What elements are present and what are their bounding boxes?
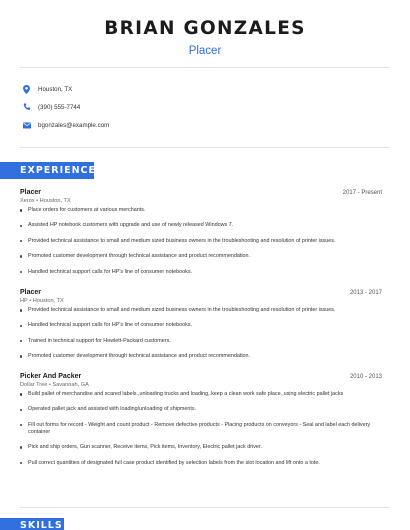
job-employer: Dollar Tree • Savannah, GA	[20, 382, 89, 388]
bullet-item: Pull correct quantities of designated full case product identified by selection labels from the slot location and lift onto a tote.	[20, 460, 382, 467]
contact-divider	[20, 147, 390, 148]
job-title: Placer	[20, 289, 42, 296]
candidate-name: BRIAN GONZALES	[104, 18, 306, 39]
bullet-item: Provided technical assistance to small and medium sized business owners in the troubleshooting and resolution of printer issues.	[20, 307, 382, 314]
bullet-item: Assisted HP notebook customers with upgrade and use of newly released Windows 7.	[20, 222, 382, 229]
bullet-item: Promoted customer development through technical assistance and product recommendation.	[20, 253, 382, 260]
envelope-icon	[22, 121, 31, 130]
bullet-item: Place orders for customers at various merchants.	[20, 207, 382, 214]
job-entry	[20, 189, 382, 284]
job-bullets	[20, 391, 382, 467]
experience-section-title: EXPERIENCE	[0, 162, 94, 179]
candidate-title: Placer	[188, 45, 222, 57]
job-bullets	[20, 207, 382, 276]
bullet-item: Trained in technical support for Hewlett-Packard customers.	[20, 338, 382, 345]
bullet-item: Promoted customer development through technical assistance and product recommendation.	[20, 353, 382, 360]
contact-email	[22, 116, 109, 134]
bullet-item: Fill out forms for record - Weight and count product - Remove defective products - Placing products on conveyors - Seal and label each delivery container	[20, 422, 382, 436]
bullet-item: Operated pallet jack and assisted with loading/unloading of shipments.	[20, 406, 382, 413]
job-employer: Xerox • Houston, TX	[20, 198, 71, 204]
job-entry	[20, 373, 382, 475]
job-entry	[20, 289, 382, 369]
job-bullets	[20, 307, 382, 360]
bullet-item: Provided technical assistance to small and medium sized business owners in the troubleshooting and resolution of printer issues.	[20, 238, 382, 245]
experience-divider	[20, 507, 390, 508]
header-divider	[20, 67, 390, 68]
bullet-item: Handled technical support calls for HP's line of consumer notebooks.	[20, 269, 382, 276]
contact-phone	[22, 98, 109, 116]
bullet-item: Pick and ship orders, Gun scanner, Receive items, Pick items, Inventory, Electric pallet jack driver.	[20, 444, 382, 451]
job-dates: 2017 - Present	[342, 190, 382, 196]
map-pin-icon	[22, 85, 31, 94]
job-dates: 2013 - 2017	[349, 290, 382, 296]
job-title: Placer	[20, 189, 42, 196]
bullet-item: Handled technical support calls for HP's line of consumer notebooks.	[20, 322, 382, 329]
job-employer: HP • Houston, TX	[20, 298, 64, 304]
phone-icon	[22, 103, 31, 112]
phone-text: (390) 555-7744	[38, 103, 81, 111]
bullet-item: Build pallet of merchandise and scared labels.,unloading trucks and loading,.keep a clean work safe place.,using electric pallet jacks	[20, 391, 382, 398]
job-title: Picker And Packer	[20, 373, 82, 380]
job-dates: 2010 - 2013	[349, 374, 382, 380]
contact-block	[22, 80, 109, 134]
skills-section-title: SKILLS	[0, 518, 64, 530]
contact-location	[22, 80, 109, 98]
resume-header	[0, 0, 410, 58]
email-text[interactable]: bgonzales@example.com	[38, 121, 110, 129]
location-text: Houston, TX	[38, 85, 73, 93]
